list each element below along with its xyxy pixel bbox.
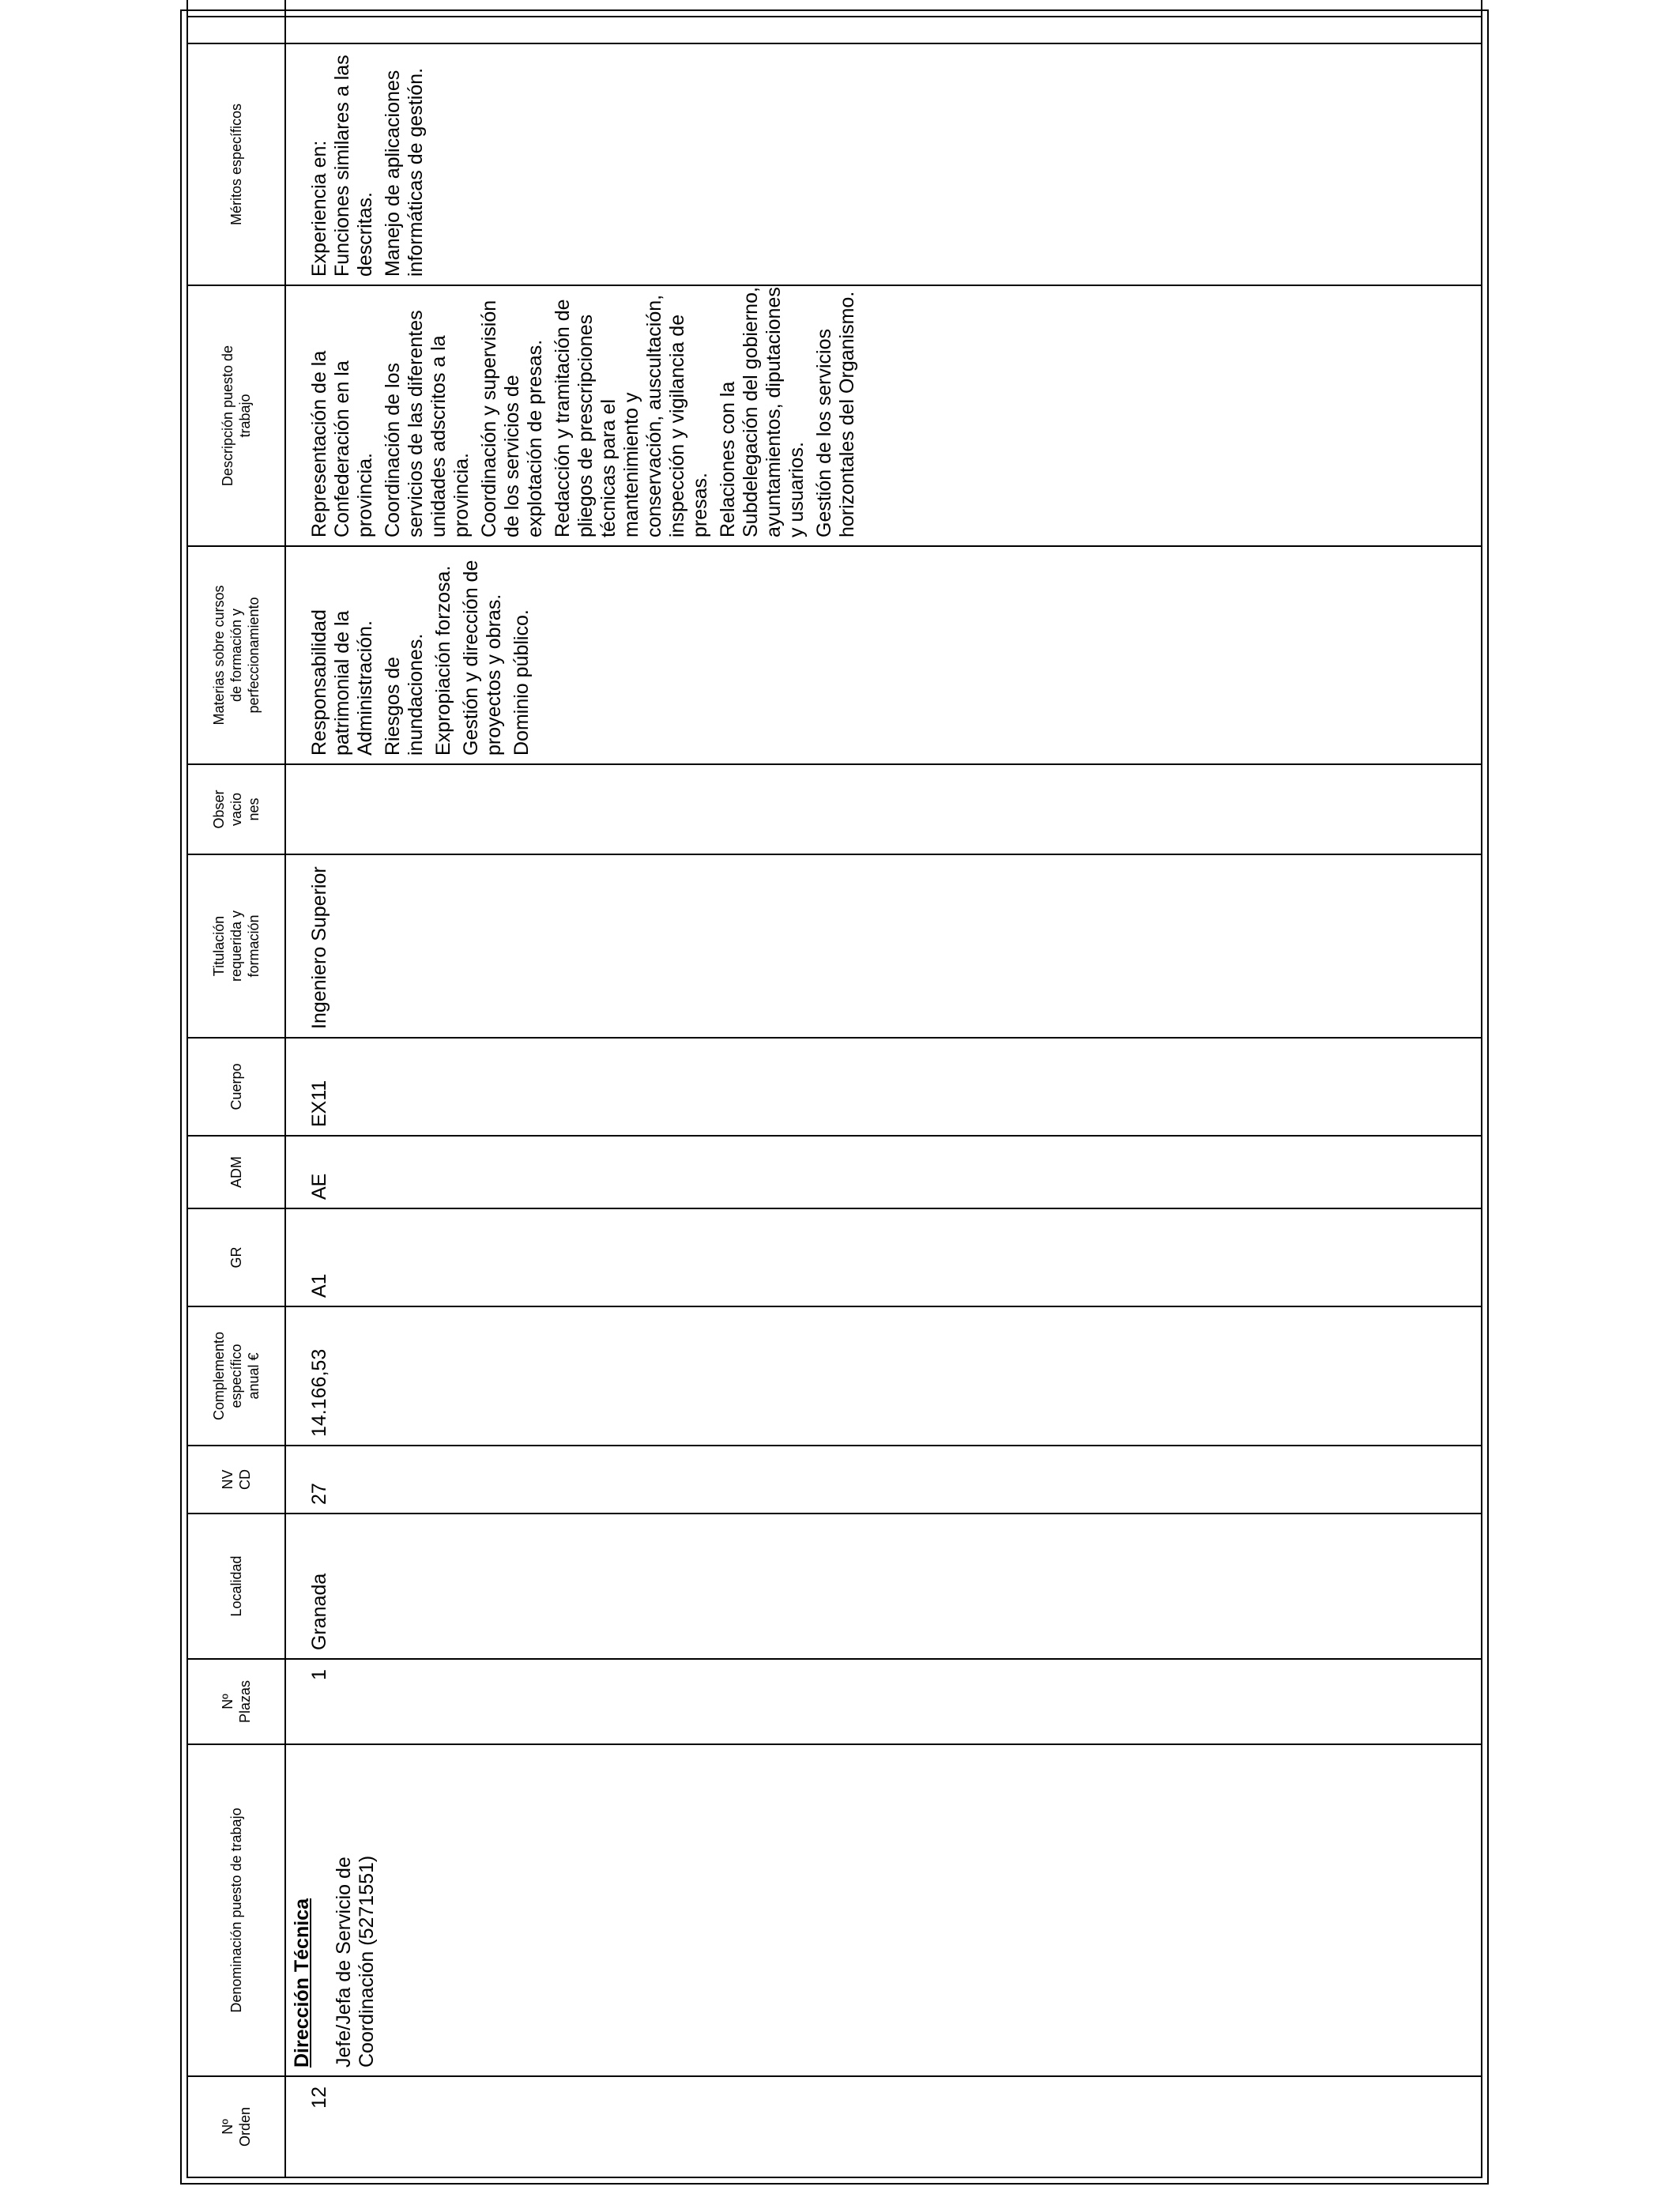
denominacion-value: Jefe/Jefa de Servicio de Coordinación (5271551) bbox=[333, 1855, 378, 2068]
header-descripcion: Descripción puesto de trabajo bbox=[187, 285, 285, 546]
merito-item: Manejo de aplicaciones informáticas de gestión. bbox=[382, 67, 427, 277]
cell-cuerpo bbox=[285, 1038, 1482, 1136]
cell-denominacion bbox=[285, 1744, 1482, 2076]
descripcion-list bbox=[286, 286, 859, 545]
header-row bbox=[187, 0, 285, 2177]
table-row bbox=[285, 0, 1482, 2177]
materia-item: Expropiación forzosa. bbox=[432, 565, 454, 756]
descripcion-item: Coordinación de los servicios de las diferentes unidades adscritos a la provincia. bbox=[382, 310, 473, 537]
cell-nivel bbox=[285, 1446, 1482, 1514]
header-plazas: Nº Plazas bbox=[187, 1659, 285, 1744]
header-meritos: Méritos específicos bbox=[187, 43, 285, 285]
cell-titulacion bbox=[285, 854, 1482, 1038]
header-nivel: NV CD bbox=[187, 1446, 285, 1514]
header-localidad: Localidad bbox=[187, 1514, 285, 1659]
localidad-value: Granada bbox=[308, 1573, 330, 1650]
header-em bbox=[187, 0, 285, 43]
materia-item: Gestión y dirección de proyectos y obras. bbox=[460, 560, 505, 756]
descripcion-item: Representación de la Confederación en la provincia. bbox=[308, 350, 376, 537]
materia-item: Dominio público. bbox=[510, 609, 533, 756]
meritos-list bbox=[286, 44, 428, 285]
rotated-table-container bbox=[186, 16, 1482, 2178]
cell-localidad bbox=[285, 1514, 1482, 1659]
titulacion-value: Ingeniero Superior bbox=[308, 866, 330, 1029]
cell-grupo bbox=[285, 1208, 1482, 1306]
header-adm: ADM bbox=[187, 1136, 285, 1208]
section-title: Dirección Técnica bbox=[291, 1898, 313, 2068]
header-grupo: GR bbox=[187, 1208, 285, 1306]
header-cuerpo: Cuerpo bbox=[187, 1038, 285, 1136]
header-observaciones: Obser vacio nes bbox=[187, 764, 285, 854]
materia-item: Responsabilidad patrimonial de la Administración. bbox=[308, 609, 376, 756]
cell-em bbox=[285, 0, 1482, 43]
descripcion-item: Relaciones con la Subdelegación del gobierno, ayuntamientos, diputaciones y usuarios. bbox=[717, 287, 808, 537]
complemento-value: 14.166,53 bbox=[308, 1348, 330, 1437]
descripcion-item: Coordinación y supervisión de los servicios de explotación de presas. bbox=[478, 300, 546, 537]
nivel-value: 27 bbox=[308, 1483, 330, 1505]
em-value bbox=[286, 0, 308, 43]
materias-list bbox=[286, 547, 533, 763]
cell-plazas bbox=[285, 1659, 1482, 1744]
grupo-value: A1 bbox=[308, 1273, 330, 1298]
header-titulacion: Titulación requerida y formación bbox=[187, 854, 285, 1038]
cell-materias bbox=[285, 546, 1482, 764]
header-complemento: Complemento específico anual € bbox=[187, 1306, 285, 1446]
descripcion-item: Redacción y tramitación de pliegos de prescripciones técnicas para el mantenimiento y conservación, auscultación, inspección y vigilancia de presas. bbox=[552, 294, 711, 537]
cell-observaciones bbox=[285, 764, 1482, 854]
header-materias: Materias sobre cursos de formación y perfeccionamiento bbox=[187, 546, 285, 764]
merito-item: Experiencia en: bbox=[308, 140, 330, 277]
cell-complemento bbox=[285, 1306, 1482, 1446]
descripcion-item: Gestión de los servicios horizontales del Organismo. bbox=[813, 291, 858, 537]
cell-orden bbox=[285, 2076, 1482, 2177]
orden-value: 12 bbox=[308, 2087, 330, 2109]
materia-item: Riesgos de inundaciones. bbox=[382, 633, 427, 756]
cell-adm bbox=[285, 1136, 1482, 1208]
header-orden: Nº Orden bbox=[187, 2076, 285, 2177]
adm-value: AE bbox=[308, 1173, 330, 1200]
header-denominacion: Denominación puesto de trabajo bbox=[187, 1744, 285, 2076]
rpt-table bbox=[186, 0, 1482, 2178]
merito-item: Funciones similares a las descritas. bbox=[331, 55, 376, 277]
cell-meritos bbox=[285, 43, 1482, 285]
cell-descripcion bbox=[285, 285, 1482, 546]
cuerpo-value: EX11 bbox=[308, 1080, 330, 1127]
plazas-value: 1 bbox=[308, 1669, 330, 1680]
observaciones-value bbox=[286, 765, 308, 854]
